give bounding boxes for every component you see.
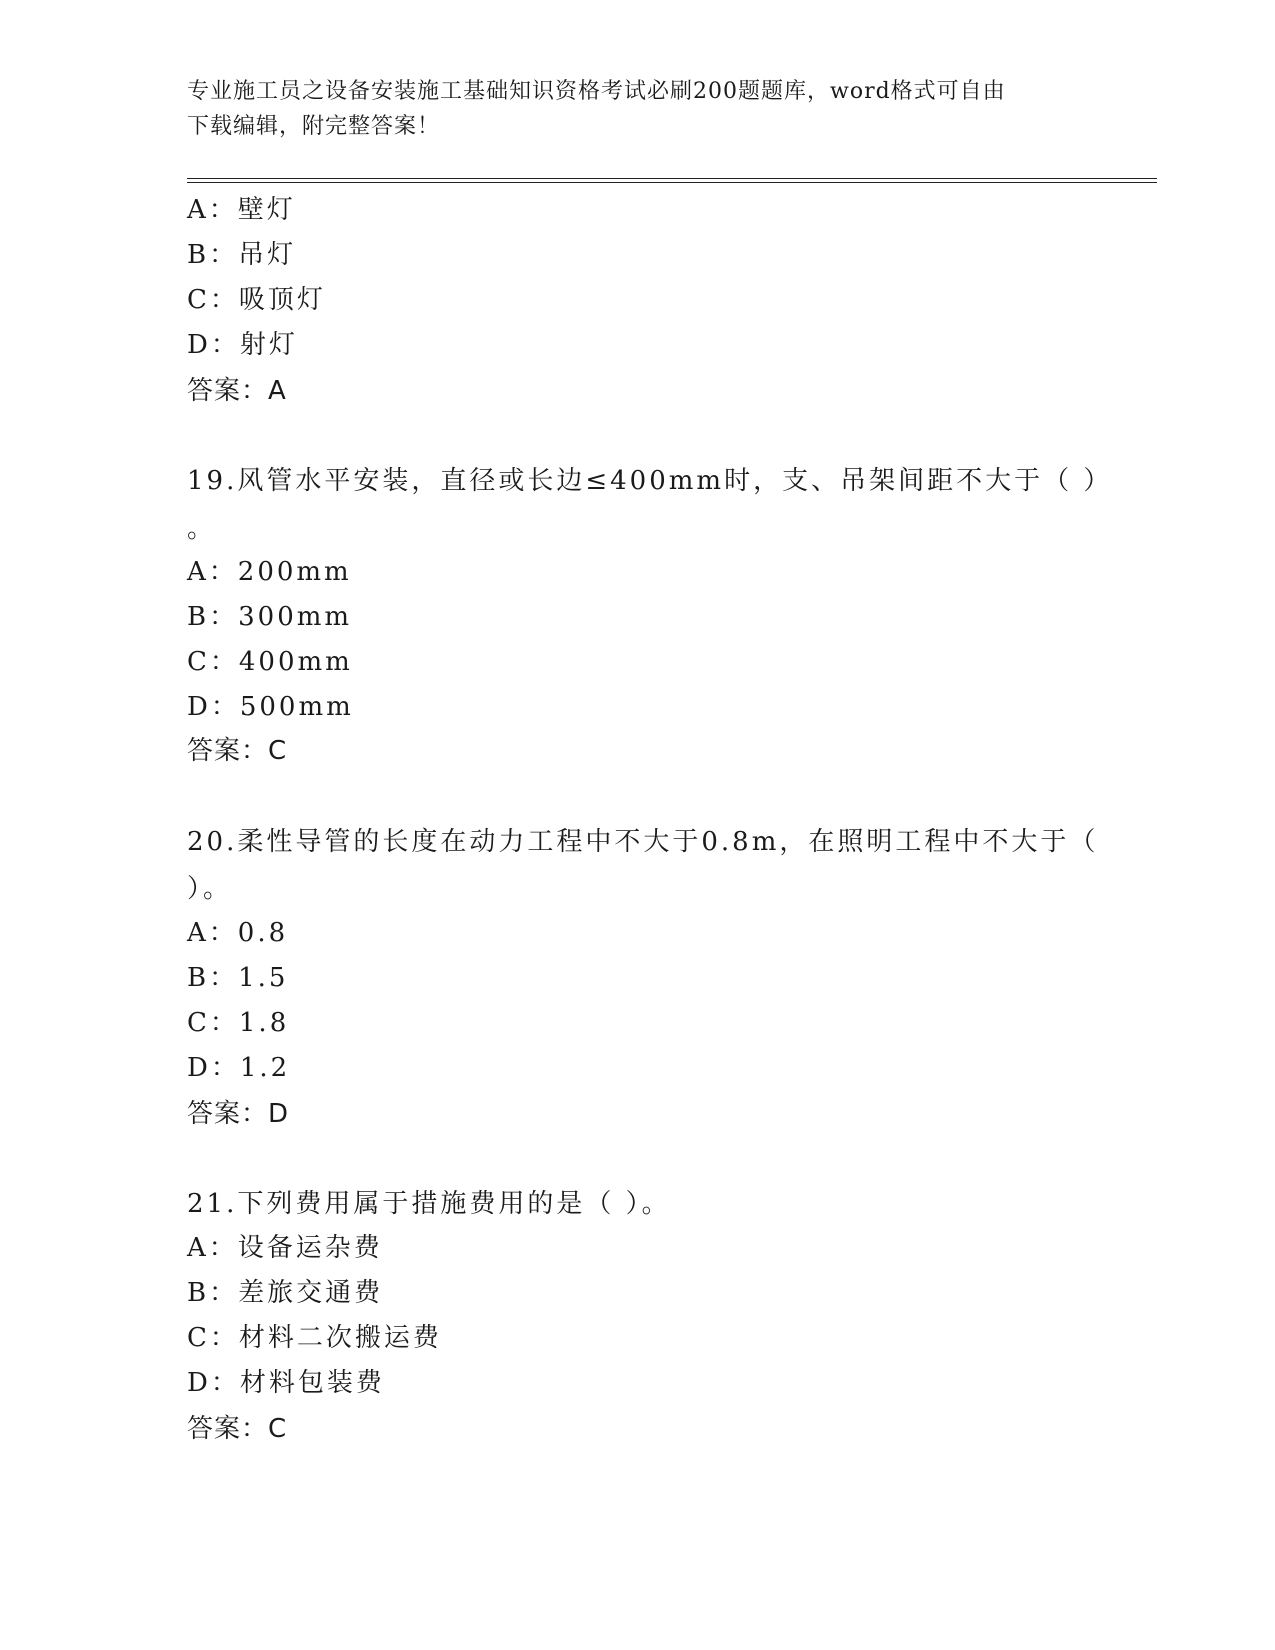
- q21-stem-line-1: 21.下列费用属于措施费用的是（ ）。: [187, 1189, 671, 1219]
- q19-stem-line-1: 19.风管水平安装，直径或长边≤400mm时，支、吊架间距不大于（ ）: [187, 466, 1113, 496]
- q20-stem-line-2: ）。: [187, 874, 233, 904]
- q21-option-d: D：材料包装费: [187, 1368, 385, 1398]
- q19-option-d: D：500mm: [187, 692, 354, 722]
- q20-option-a: A：0.8: [187, 918, 289, 948]
- q21-option-b: B：差旅交通费: [187, 1278, 384, 1308]
- header-divider-bottom: [187, 182, 1157, 183]
- q20-stem-line-1: 20.柔性导管的长度在动力工程中不大于0.8m，在照明工程中不大于（: [187, 827, 1099, 857]
- q19-option-b: B：300mm: [187, 602, 353, 632]
- q18-option-c: C：吸顶灯: [187, 285, 326, 315]
- q19-answer: 答案：C: [187, 736, 288, 766]
- q20-option-b: B：1.5: [187, 963, 289, 993]
- document-header: [187, 74, 1087, 144]
- header-divider-top: [187, 178, 1157, 179]
- header-line-2: 下载编辑，附完整答案！: [187, 114, 441, 139]
- q19-option-a: A：200mm: [187, 557, 352, 587]
- q19-stem-line-2: 。: [187, 514, 217, 544]
- q20-answer: 答案：D: [187, 1099, 290, 1129]
- q18-answer: 答案：A: [187, 376, 287, 406]
- q18-option-a: A：壁灯: [187, 195, 296, 225]
- q21-option-c: C：材料二次搬运费: [187, 1323, 442, 1353]
- q21-answer: 答案：C: [187, 1414, 288, 1444]
- q21-option-a: A：设备运杂费: [187, 1233, 383, 1263]
- header-line-1: 专业施工员之设备安装施工基础知识资格考试必刷200题题库，word格式可自由: [187, 79, 1006, 104]
- q20-option-c: C：1.8: [187, 1008, 290, 1038]
- q18-option-d: D：射灯: [187, 330, 298, 360]
- q19-option-c: C：400mm: [187, 647, 353, 677]
- q18-option-b: B：吊灯: [187, 240, 297, 270]
- q20-option-d: D：1.2: [187, 1053, 291, 1083]
